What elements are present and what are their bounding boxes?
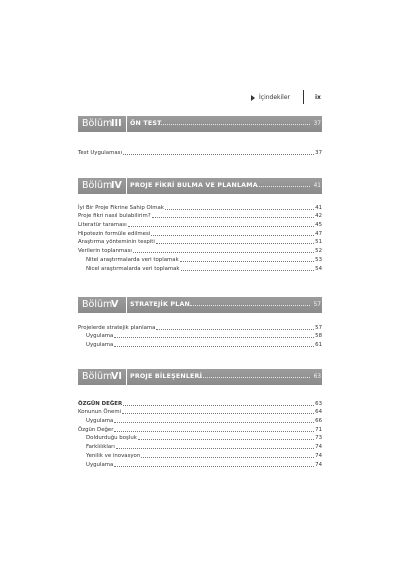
section-label: Bölüm xyxy=(82,180,113,191)
leader-dots xyxy=(181,270,315,271)
toc-entry[interactable] xyxy=(78,442,322,451)
toc-entry-page: 61 xyxy=(315,342,322,349)
toc-entry-label: Test Uygulaması xyxy=(78,149,122,156)
section-number: III xyxy=(111,118,122,129)
toc-section xyxy=(78,116,322,157)
toc-entry-page: 74 xyxy=(315,452,322,459)
toc-entry-page: 58 xyxy=(315,333,322,340)
toc-entry-page: 51 xyxy=(315,239,322,246)
toc-entry-page: 54 xyxy=(315,265,322,272)
toc-entry-label: Nitel araştırmalarda veri toplamak xyxy=(86,256,179,263)
toc-entry-page: 66 xyxy=(315,418,322,425)
leader-dots xyxy=(138,439,314,440)
toc-entry[interactable] xyxy=(78,408,322,417)
toc-entry-page: 74 xyxy=(315,461,322,468)
toc-entry-page: 53 xyxy=(315,256,322,263)
toc-entry-page: 64 xyxy=(315,409,322,416)
toc-entry[interactable] xyxy=(78,451,322,460)
toc-entry-page: 45 xyxy=(315,222,322,229)
toc-entry-label: Farklılıkları xyxy=(86,444,115,451)
section-entries xyxy=(78,148,322,157)
section-label: Bölüm xyxy=(82,371,113,382)
toc-entry-page: 37 xyxy=(315,149,322,156)
toc-entry-page: 63 xyxy=(315,400,322,407)
toc-entry-label: Verilerin toplanması xyxy=(78,248,132,255)
section-number: VI xyxy=(111,371,122,382)
toc-entry-page: 73 xyxy=(315,435,322,442)
leader-dots xyxy=(128,226,314,227)
toc-entry-label: Uygulama xyxy=(86,461,114,468)
header-title: İçindekiler xyxy=(259,94,291,101)
section-page: 41 xyxy=(313,183,321,189)
toc-entry-label: Uygulama xyxy=(86,333,114,340)
toc-entry[interactable] xyxy=(78,203,322,212)
toc-entry-label: Doldurduğu boşluk xyxy=(86,435,137,442)
section-page: 37 xyxy=(313,121,321,127)
leader-dots xyxy=(133,252,314,253)
triangle-right-icon xyxy=(251,95,255,101)
leader-dots xyxy=(123,154,314,155)
section-title: PROJE BİLEŞENLERİ xyxy=(130,373,203,380)
leader-dots xyxy=(114,346,314,347)
section-title: STRATEJİK PLAN xyxy=(130,301,190,308)
leader-dots xyxy=(114,337,314,338)
section-title: ÖN TEST xyxy=(130,120,162,127)
toc-entry[interactable] xyxy=(78,238,322,247)
leader-dots xyxy=(156,243,314,244)
section-header-bar[interactable] xyxy=(78,369,322,385)
leader-dots xyxy=(151,235,314,236)
section-entries xyxy=(78,399,322,469)
section-header-bar[interactable] xyxy=(78,116,322,132)
toc-entry[interactable] xyxy=(78,416,322,425)
toc-entry[interactable] xyxy=(78,212,322,221)
toc-entry[interactable] xyxy=(78,246,322,255)
leader-dots xyxy=(152,217,314,218)
section-header-bar[interactable] xyxy=(78,297,322,313)
toc-entry[interactable] xyxy=(78,399,322,408)
toc-entry[interactable] xyxy=(78,434,322,443)
toc-entry-label: Özgün Değer xyxy=(78,426,114,433)
section-label: Bölüm xyxy=(82,299,113,310)
toc-entry[interactable] xyxy=(78,229,322,238)
toc-entry-label: ÖZGÜN DEĞER xyxy=(78,400,123,407)
toc-entry-page: 52 xyxy=(315,248,322,255)
leader-dots xyxy=(141,457,314,458)
running-header xyxy=(0,93,400,107)
toc-entry-label: Proje fikri nasıl bulabilirim? xyxy=(78,213,151,220)
toc-section xyxy=(78,369,322,469)
toc-entry-label: Projelerde stratejik planlama xyxy=(78,324,156,331)
header-divider xyxy=(303,90,304,104)
section-number: V xyxy=(111,299,119,310)
section-leader-dots xyxy=(190,305,310,306)
toc-entry-label: İyi Bir Proje Fikrine Sahip Olmak xyxy=(78,204,164,211)
toc-entry-page: 71 xyxy=(315,426,322,433)
toc-entry-label: Literatür taraması xyxy=(78,222,127,229)
toc-entry-page: 47 xyxy=(315,230,322,237)
leader-dots xyxy=(123,405,314,406)
section-number: IV xyxy=(111,180,122,191)
toc-entry-page: 42 xyxy=(315,213,322,220)
leader-dots xyxy=(114,466,314,467)
leader-dots xyxy=(180,261,314,262)
toc-entry-label: Yenilik ve inovasyon xyxy=(86,452,141,459)
toc-entry[interactable] xyxy=(78,332,322,341)
toc-entry-label: Uygulama xyxy=(86,418,114,425)
leader-dots xyxy=(114,422,314,423)
toc-entry[interactable] xyxy=(78,255,322,264)
toc-entry-page: 57 xyxy=(315,324,322,331)
section-leader-dots xyxy=(158,124,310,125)
section-divider xyxy=(126,297,127,313)
section-header-bar[interactable] xyxy=(78,178,322,194)
section-divider xyxy=(126,116,127,132)
leader-dots xyxy=(116,448,314,449)
section-leader-dots xyxy=(198,377,310,378)
section-leader-dots xyxy=(256,186,310,187)
section-entries xyxy=(78,323,322,349)
section-divider xyxy=(126,369,127,385)
toc-entry[interactable] xyxy=(78,425,322,434)
toc-section xyxy=(78,297,322,349)
toc-entry-label: Hipotezin formüle edilmesi xyxy=(78,230,151,237)
section-divider xyxy=(126,178,127,194)
toc-entry[interactable] xyxy=(78,220,322,229)
toc-section xyxy=(78,178,322,273)
leader-dots xyxy=(156,329,314,330)
toc-entry-page: 74 xyxy=(315,444,322,451)
toc-entry-label: Araştırma yönteminin tespiti xyxy=(78,239,155,246)
section-entries xyxy=(78,203,322,273)
toc-entry-label: Nicel araştırmalarda veri toplamak xyxy=(86,265,180,272)
toc-entry[interactable] xyxy=(78,340,322,349)
leader-dots xyxy=(122,413,314,414)
toc-entry[interactable] xyxy=(78,323,322,332)
leader-dots xyxy=(114,431,314,432)
toc-entry-label: Uygulama xyxy=(86,342,114,349)
header-page-number: ix xyxy=(315,94,321,101)
toc-entry-label: Konunun Önemi xyxy=(78,409,122,416)
toc-entry[interactable] xyxy=(78,460,322,469)
section-page: 63 xyxy=(313,374,321,380)
toc-entry-page: 41 xyxy=(315,204,322,211)
toc-entry[interactable] xyxy=(78,264,322,273)
toc-entry[interactable] xyxy=(78,148,322,157)
section-page: 57 xyxy=(313,302,321,308)
section-title: PROJE FİKRİ BULMA VE PLANLAMA xyxy=(130,182,258,189)
section-label: Bölüm xyxy=(82,118,113,129)
leader-dots xyxy=(165,209,314,210)
